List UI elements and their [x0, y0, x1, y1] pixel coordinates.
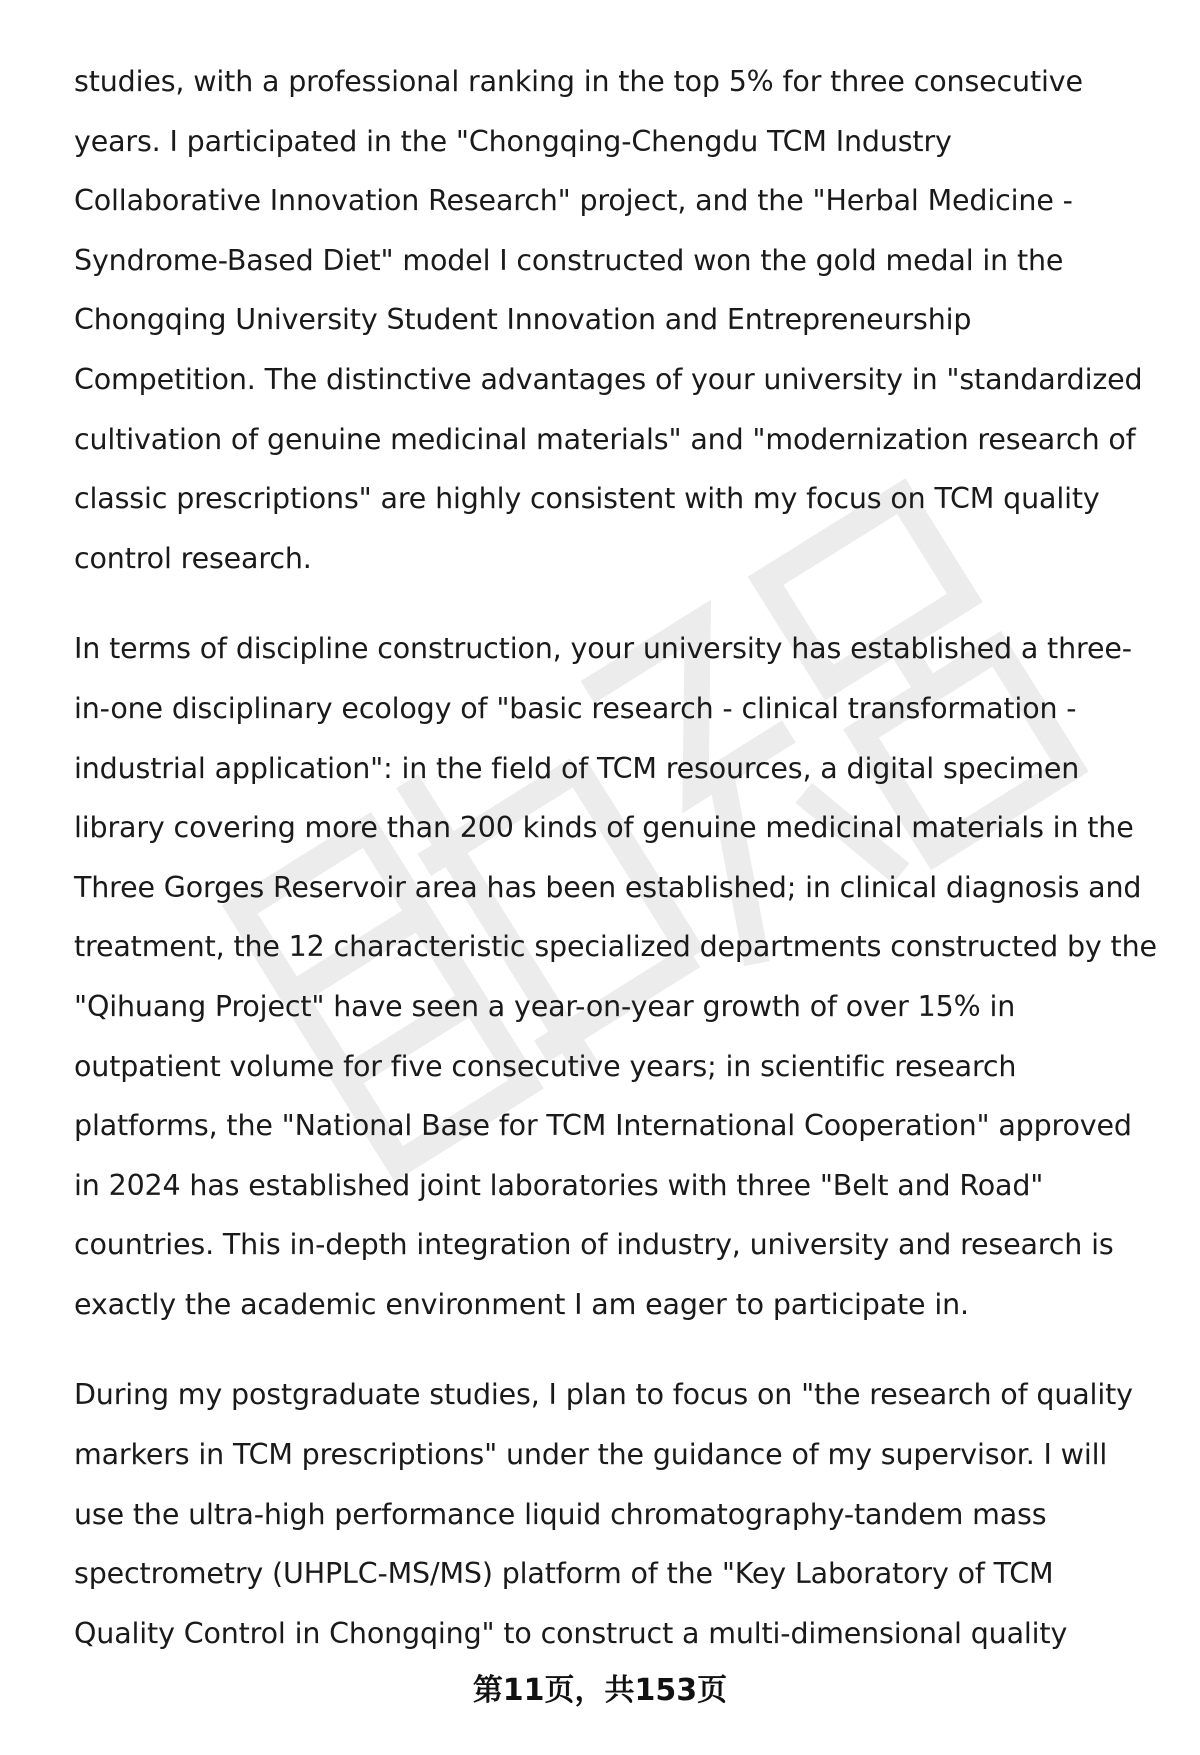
text-line: use the ultra-high performance liquid chromatography-tandem mass — [74, 1497, 1047, 1531]
text-line: industrial application": in the field of TCM resources, a digital specimen — [74, 751, 1080, 785]
text-line: treatment, the 12 characteristic specialized departments constructed by the — [74, 930, 1157, 964]
text-line: outpatient volume for five consecutive years; in scientific research — [74, 1049, 1017, 1083]
text-line: Quality Control in Chongqing" to construct a multi-dimensional quality — [74, 1616, 1068, 1650]
paragraph-3 — [74, 1365, 1154, 1663]
text-line: years. I participated in the "Chongqing-Chengdu TCM Industry — [74, 124, 952, 158]
text-line: in-one disciplinary ecology of "basic research - clinical transformation - — [74, 691, 1077, 725]
text-line: spectrometry (UHPLC-MS/MS) platform of the "Key Laboratory of TCM — [74, 1557, 1054, 1591]
text-line: in 2024 has established joint laboratories with three "Belt and Road" — [74, 1168, 1044, 1202]
text-line: During my postgraduate studies, I plan to focus on "the research of quality — [74, 1378, 1133, 1412]
text-line: In terms of discipline construction, your university has established a three- — [74, 632, 1132, 666]
text-line: Syndrome-Based Diet" model I constructed won the gold medal in the — [74, 243, 1064, 277]
text-line: classic prescriptions" are highly consistent with my focus on TCM quality — [74, 482, 1100, 516]
text-line: studies, with a professional ranking in the top 5% for three consecutive — [74, 65, 1083, 98]
page-number-footer: 第11页，共153页 — [472, 1673, 728, 1708]
text-line: control research. — [74, 541, 312, 575]
text-line: Collaborative Innovation Research" project, and the "Herbal Medicine - — [74, 184, 1073, 218]
text-line: cultivation of genuine medicinal materials" and "modernization research of — [74, 422, 1136, 456]
text-line: platforms, the "National Base for TCM International Cooperation" approved — [74, 1109, 1132, 1143]
text-line: exactly the academic environment I am eager to participate in. — [74, 1287, 969, 1321]
text-line: Competition. The distinctive advantages of your university in "standardized — [74, 362, 1143, 396]
text-line: "Qihuang Project" have seen a year-on-year growth of over 15% in — [74, 989, 1016, 1023]
text-line: markers in TCM prescriptions" under the guidance of my supervisor. I will — [74, 1438, 1108, 1472]
text-line: Three Gorges Reservoir area has been established; in clinical diagnosis and — [74, 870, 1142, 904]
paragraph-2 — [74, 619, 1157, 1334]
text-line: countries. This in-depth integration of industry, university and research is — [74, 1228, 1114, 1262]
text-line: library covering more than 200 kinds of genuine medicinal materials in the — [74, 811, 1134, 845]
document-body — [74, 52, 1157, 1694]
paragraph-1 — [74, 52, 1154, 588]
text-line: Chongqing University Student Innovation and Entrepreneurship — [74, 303, 972, 337]
